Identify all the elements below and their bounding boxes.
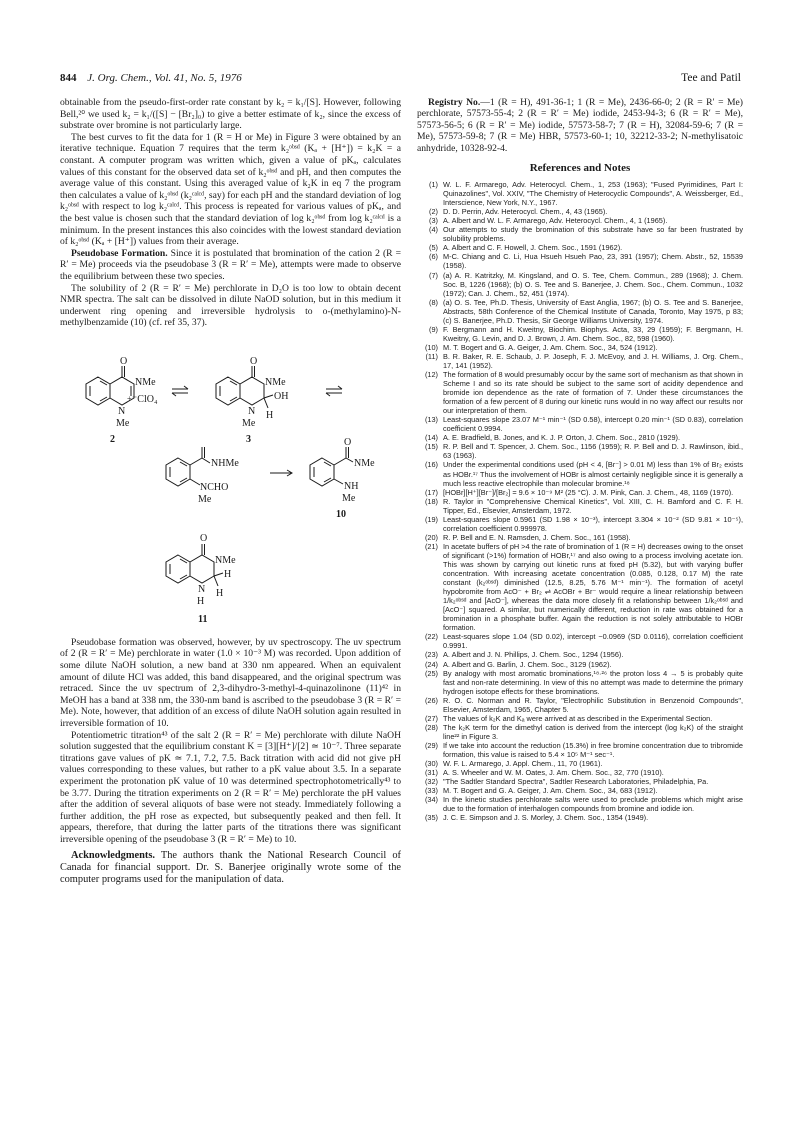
compound-number: 3 — [246, 433, 251, 445]
reference-item — [417, 252, 743, 270]
reference-text: W. L. F. Armarego, Adv. Heterocycl. Chem., 1, 253 (1963); "Fused Pyrimidines, Part I: Quinazolines", Vol. XXIV, "The Chemistry of Heterocyclic Compounds", A. Weissberger, Ed., Interscience, New York, N.Y., 1967. — [443, 180, 743, 208]
reference-number: (21) — [424, 541, 438, 551]
reference-item — [417, 696, 743, 714]
reference-item — [417, 442, 743, 460]
atom-label: Me — [116, 417, 130, 429]
atom-label: OH — [274, 390, 289, 402]
reference-text: Least-squares slope 0.5961 (SD 1.98 × 10⁻³), intercept 3.304 × 10⁻² (SD 9.81 × 10⁻⁵), correlation coefficient 0.999978. — [443, 514, 743, 533]
author-names: Tee and Patil — [681, 72, 741, 84]
atom-label: O — [250, 355, 258, 367]
reference-item — [417, 271, 743, 298]
paragraph: The best curves to fit the data for 1 (R = H or Me) in Figure 3 were obtained by an iterative technique. Equation 7 requires that the term k₂ᵒᵇˢᵈ (Kₐ + [H⁺]) = k₂K = a constant. A computer program was written which, given a value of pKₐ, calculates values of this constant for the observed data set of k₂ᵒᵇˢᵈ and pH, and then computes the average value of this constant. Using this averaged value of k₂K in eq 7 the program then calculates a value of k₂ᵒᵇˢᵈ (k₂ᶜᵃˡᶜᵈ, say) for each pH and the standard deviation of log k₂ᵒᵇˢᵈ with respect to log k₂ᶜᵃˡᶜᵈ. This process is repeated for various values of pKₐ, and the best value is chosen such that the standard deviation of log k₂ᵒᵇˢᵈ from log k₂ᶜᵃˡᶜᵈ is a minimum. In the present instances this also coincides with the lowest standard deviation of k₂ᵒᵇˢᵈ (Kₐ + [H⁺]) values from their average. — [60, 131, 401, 248]
reference-number: (30) — [424, 759, 438, 769]
reference-item — [417, 632, 743, 650]
counterion-label: ⁻ClO₄ — [132, 393, 158, 405]
reference-number: (11) — [425, 351, 438, 361]
reference-text: M. T. Bogert and G. A. Geiger, J. Am. Chem. Soc., 34, 524 (1912). — [443, 342, 658, 352]
reference-text: [HOBr][H⁺][Br⁻]/[Br₂] = 9.6 × 10⁻⁹ M² (25 °C). J. M. Pink, Can. J. Chem., 48, 1169 (1970). — [443, 487, 734, 497]
page-number: 844 — [60, 72, 77, 84]
reference-item — [417, 669, 743, 696]
reference-text: Under the experimental conditions used (pH < 4, [Br⁻] > 0.01 M) less than 1% of Br₂ exists as HOBr.¹⁷ Thus the involvement of HOBr is almost certainly negligible since it is generally a much less reactive electrophile than molecular bromine.¹⁸ — [443, 460, 743, 488]
reference-item — [417, 813, 743, 822]
reference-number: (24) — [424, 659, 438, 669]
pseudobase-paragraph — [60, 248, 401, 283]
atom-label: NH — [344, 480, 359, 492]
reference-item — [417, 343, 743, 352]
reference-number: (10) — [424, 342, 438, 352]
atom-label: Me — [198, 493, 212, 505]
reference-text: W. F. L. Armarego, J. Appl. Chem., 11, 70 (1961). — [443, 759, 603, 769]
reference-text: The k₂K term for the dimethyl cation is derived from the intercept (log k₂K) of the straight line²² in Figure 3. — [443, 722, 743, 741]
reference-number: (27) — [424, 713, 438, 723]
atom-label: H — [224, 568, 232, 580]
reference-number: (4) — [429, 225, 438, 235]
reference-number: (29) — [424, 740, 438, 750]
paragraph: obtainable from the pseudo-first-order rate constant by k₂ = k₁/[S]. However, following Bell,²⁰ we used k₂ = k₁/([S] − [Br₂]₀) to give a better estimate of k₂, since the excess of substrate over bromine is not particularly large. — [60, 97, 401, 132]
reference-number: (14) — [424, 433, 438, 443]
reference-number: (23) — [424, 650, 438, 660]
atom-label: O — [200, 532, 208, 544]
charge-label: + — [127, 393, 132, 403]
atom-label: H — [197, 595, 205, 607]
paragraph: Potentiometric titration⁴³ of the salt 2 (R = R′ = Me) perchlorate with dilute NaOH solution suggested that the equilibrium constant K = [3][H⁺]/[2] ≃ 10⁻⁷. Three separate titrations gave values of pK ≃ 7.1, 7.2, 7.5. Back titration with acid did not give pH values corresponding to these values, but rather to a pK value about 3.5. In a separate experiment the protonation pK value of 10 was determined spectrophotometrically⁴³ to be 3.77. During the titration experiments on 2 (R = R′ = Me) perchlorate the pH values after the addition of several aliquots of base were not steady. Immediately following a further addition, the pH rose as expected, but subsequently peaked and then fell. It appears, therefore, that during the latter parts of the titrations there was significant irreversible opening of the pseudobase 3 (R = R′ = Me) to 10. — [60, 729, 401, 845]
reference-number: (26) — [424, 695, 438, 705]
section-heading: Acknowledgments. — [71, 849, 155, 861]
reference-item — [417, 415, 743, 433]
compound-number: 2 — [110, 433, 115, 445]
atom-label: O — [344, 436, 352, 448]
atom-label: Me — [342, 492, 356, 504]
chemical-structures-scheme — [60, 333, 401, 629]
acknowledgments — [60, 850, 401, 887]
reference-number: (34) — [424, 795, 438, 805]
reference-text: The formation of 8 would presumably occur by the same sort of mechanism as that shown in Scheme I and so its rate should be subject to the same sort of acidity dependence and bromide ion dependence as the rate of formation of 7. Under these circumstances the formation of a few percent of 8 during our kinetic runs would in no way affect our results nor our interpretation of them. — [443, 370, 744, 416]
reference-item — [417, 352, 743, 370]
reference-text: (a) A. R. Katritzky, M. Kingsland, and O. S. Tee, Chem. Commun., 289 (1968); J. Chem. Soc. B, 1226 (1968); (b) O. S. Tee and S. Banerjee, J. Chem. Soc., Chem. Commun., 1032 (1972); Can. J. Chem., 52, 451 (1974). — [443, 270, 743, 298]
reference-text: R. P. Bell and T. Spencer, J. Chem. Soc., 1156 (1959); R. P. Bell and D. J. Rawlinson, ibid., 63 (1963). — [443, 442, 743, 461]
reference-text: (a) O. S. Tee, Ph.D. Thesis, University of East Anglia, 1967; (b) O. S. Tee and S. Banerjee, Abstracts, 58th Conference of the Chemical Institute of Canada, Toronto, May 1975, p 83; (c) S. Banerjee, Ph.D. Thesis, Sir George Williams University, 1974. — [443, 297, 743, 325]
reference-item — [417, 759, 743, 768]
section-heading: Registry No. — [428, 97, 481, 108]
compound-number: 10 — [336, 508, 346, 520]
paragraph-text: Since it is postulated that bromination of the cation 2 (R = R′ = Me) proceeds via the pseudobase 3 (R = R′ = Me), attempts were made to observe the equilibrium between these two species. — [60, 247, 402, 282]
reference-item — [417, 723, 743, 741]
atom-label: O — [120, 355, 128, 367]
reference-text: Least-squares slope 23.07 M⁻¹ min⁻¹ (SD 0.58), intercept 0.20 min⁻¹ (SD 0.83), correlation coefficient 0.9994. — [443, 415, 743, 434]
reference-number: (9) — [429, 324, 438, 334]
atom-label: H — [216, 587, 224, 599]
reference-text: A. S. Wheeler and W. M. Oates, J. Am. Chem. Soc., 32, 770 (1910). — [443, 768, 664, 778]
atom-label: Me — [242, 417, 256, 429]
reference-item — [417, 460, 743, 487]
reference-item — [417, 542, 743, 632]
reference-number: (22) — [424, 632, 438, 642]
paragraph-text: —1 (R = H), 491-36-1; 1 (R = Me), 2436-66-0; 2 (R = R′ = Me) perchlorate, 57573-55-4; 2 (R = R′ = Me) iodide, 2453-94-3; 6 (R = R′ = Me), 57573-56-5; 6 (R = R′ = Me) iodide, 57573-58-7; 7 (R = H), 32084-59-6; 7 (R = Me), 57573-59-8; 7 (R = Me) HBR, 57573-60-1; 10, 32212-33-2; N-methylisatoic anhydride, 10328-92-4. — [417, 97, 743, 154]
reference-number: (1) — [429, 180, 438, 190]
reference-item — [417, 777, 743, 786]
reference-item — [417, 216, 743, 225]
reference-item — [417, 497, 743, 515]
compound-number: 11 — [198, 613, 208, 625]
reference-number: (5) — [429, 243, 438, 253]
reference-text: D. D. Perrin, Adv. Heterocycl. Chem., 4, 43 (1965). — [443, 207, 608, 217]
reference-item — [417, 660, 743, 669]
atom-label: N — [118, 405, 126, 417]
reference-number: (35) — [424, 813, 438, 823]
reference-number: (20) — [424, 532, 438, 542]
reference-text: A. Albert and G. Barlin, J. Chem. Soc., 3129 (1962). — [443, 659, 612, 669]
reference-text: M-C. Chiang and C. Li, Hua Hsueh Hsueh Pao, 23, 391 (1957); Chem. Abstr., 52, 15539 (1958). — [443, 252, 743, 271]
atom-label: NHMe — [211, 457, 239, 469]
atom-label: H — [266, 409, 274, 421]
references-heading: References and Notes — [529, 162, 631, 175]
section-heading: Pseudobase Formation. — [71, 247, 168, 259]
atom-label: NMe — [354, 457, 375, 469]
right-column — [417, 97, 743, 822]
paragraph: The solubility of 2 (R = R′ = Me) perchlorate in D₂O is too low to obtain decent NMR spectra. The salt can be dissolved in dilute NaOD solution, but in this medium it underwent ring opening and irreversible hydrolysis to o-(methylamino)-N-methylbenzamide (10) (cf. ref 35, 37). — [60, 282, 401, 329]
reference-number: (13) — [424, 415, 438, 425]
atom-label: NMe — [265, 376, 286, 388]
reference-text: In the kinetic studies perchlorate salts were used to preclude problems which might arise due to the formation of interhalogen compounds from bromine and iodide ion. — [443, 795, 743, 814]
reference-item — [417, 433, 743, 442]
reference-item — [417, 325, 743, 343]
reference-text: "The Sadtler Standard Spectra", Sadtler Research Laboratories, Philadelphia, Pa. — [443, 777, 709, 787]
atom-label: N — [198, 583, 206, 595]
reference-number: (18) — [424, 496, 438, 506]
reference-number: (19) — [424, 514, 438, 524]
reference-text: If we take into account the reduction (15.3%) in free bromine concentration due to tribromide formation, this value is raised to 5.4 × 10⁵ M⁻¹ sec⁻¹. — [443, 740, 743, 759]
reference-item — [417, 741, 743, 759]
reference-number: (31) — [424, 768, 438, 778]
reference-number: (7) — [429, 270, 438, 280]
registry-numbers — [417, 97, 743, 154]
reference-text: B. R. Baker, R. E. Schaub, J. P. Joseph, F. J. McEvoy, and J. H. Williams, J. Org. Chem., 17, 141 (1952). — [443, 351, 743, 370]
reference-item — [417, 225, 743, 243]
reference-number: (16) — [424, 460, 438, 470]
reference-item — [417, 243, 743, 252]
reference-number: (32) — [424, 777, 438, 787]
reference-item — [417, 180, 743, 207]
atom-label: N — [248, 405, 256, 417]
reference-item — [417, 488, 743, 497]
reference-item — [417, 650, 743, 659]
reference-item — [417, 768, 743, 777]
reference-text: R. P. Bell and E. N. Ramsden, J. Chem. Soc., 161 (1958). — [443, 532, 631, 542]
reference-text: F. Bergmann and H. Kweitny, Biochim. Biophys. Acta, 33, 29 (1959); F. Bergmann, H. Kweitny, G. Levin, and D. J. Brown, J. Am. Chem. Soc., 82, 598 (1960). — [443, 324, 743, 343]
reference-text: By analogy with most aromatic brominations,¹⁸·²⁶ the proton loss 4 → 5 is probably quite fast and non-rate determining. In view of this no attempt was made to determine the primary hydrogen isotope effects for these brominations. — [443, 668, 743, 696]
running-header — [60, 72, 741, 86]
reference-text: In acetate buffers of pH >4 the rate of bromination of 1 (R = H) decreases owing to the onset of significant (>1%) formation of HOBr,¹⁷ and also owing to a process involving acetate ion. This was shown by carrying out kinetic runs at fixed pH (5.32), but with varying buffer concentration. With increasing acetate concentration (0.085, 0.128, 0.17 M) the rate constant (k₂ᵒᵇˢᵈ) diminished (12.5, 8.25, 5.76 M⁻¹ min⁻¹). The formation of acetyl hypobromite from AcO⁻ + Br₂ ⇌ AcOBr + Br⁻ would require a linear relationship between 1/k₂ᵒᵇˢᵈ and [AcO⁻], whereas the data more closely fit a relationship between 1/k₂ᵒᵇˢᵈ and [AcO⁻] squared. A similar, but numerically different, reduction in rate was obtained for a bromination in a phosphate buffer. Again the reduction is not solely attributable to HOBr formation. — [443, 541, 743, 633]
reference-number: (6) — [429, 252, 438, 262]
reference-number: (28) — [424, 722, 438, 732]
reference-text: A. E. Bradfield, B. Jones, and K. J. P. Orton, J. Chem. Soc., 2810 (1929). — [443, 433, 681, 443]
left-column — [60, 97, 401, 887]
reference-item — [417, 786, 743, 795]
reference-number: (17) — [424, 487, 438, 497]
paragraph: Pseudobase formation was observed, however, by uv spectroscopy. The uv spectrum of 2 (R = R′ = Me) perchlorate in water (1.0 × 10⁻³ M) was recorded. Upon addition of some dilute NaOH solution, a new band at 330 nm appeared. When an equivalent amount of dilute HCl was added, this band disappeared, and the original spectrum was retraced. Since the uv spectrum of 2,3-dihydro-3-methyl-4-quinazolinone (11)⁴² in MeOH has a band at 338 nm, the 330-nm band is ascribed to the pseudobase 3 (R = R′ = Me). Note, however, that addition of an excess of dilute NaOH solution again resulted in irreversible formation of 10. — [60, 636, 401, 730]
reference-text: A. Albert and C. F. Howell, J. Chem. Soc., 1591 (1962). — [443, 243, 623, 253]
reference-number: (15) — [424, 442, 438, 452]
reference-number: (3) — [429, 216, 438, 226]
reference-text: Our attempts to study the bromination of this substrate have so far been frustrated by solubility problems. — [443, 225, 743, 244]
reference-number: (2) — [429, 207, 438, 217]
reference-text: Least-squares slope 1.04 (SD 0.02), intercept −0.0969 (SD 0.0116), correlation coefficient 0.9991. — [443, 632, 743, 651]
paragraph-text: The authors thank the National Research Council of Canada for financial support. Dr. S. Banerjee originally wrote some of the computer programs used for the manipulation of data. — [60, 849, 401, 886]
reference-number: (25) — [424, 668, 438, 678]
journal-citation: J. Org. Chem., Vol. 41, No. 5, 1976 — [87, 72, 242, 84]
reference-text: A. Albert and W. L. F. Armarego, Adv. Heterocycl. Chem., 4, 1 (1965). — [443, 216, 668, 226]
reference-text: A. Albert and J. N. Phillips, J. Chem. Soc., 1294 (1956). — [443, 650, 624, 660]
reference-text: R. O. C. Norman and R. Taylor, "Electrophilic Substitution in Benzenoid Compounds", Elsevier, Amsterdam, 1965, Chapter 5. — [443, 695, 743, 714]
reference-number: (8) — [429, 297, 438, 307]
reference-item — [417, 370, 743, 415]
reference-text: M. T. Bogert and G. A. Geiger, J. Am. Chem. Soc., 34, 683 (1912). — [443, 786, 658, 796]
reference-item — [417, 714, 743, 723]
reference-item — [417, 795, 743, 813]
reference-item — [417, 515, 743, 533]
reference-number: (33) — [424, 786, 438, 796]
atom-label: NMe — [135, 376, 156, 388]
reference-text: The values of k₂K and Kₐ were arrived at as described in the Experimental Section. — [443, 713, 713, 723]
reference-text: R. Taylor in "Comprehensive Chemical Kinetics", Vol. XIII, C. H. Bamford and C. F. H. Tipper, Ed., Elsevier, Amsterdam, 1972. — [443, 496, 743, 515]
atom-label: NCHO — [200, 481, 229, 493]
reference-item — [417, 533, 743, 542]
reference-number: (12) — [424, 370, 438, 380]
reference-list — [417, 180, 743, 822]
atom-label: NMe — [215, 554, 236, 566]
reference-text: J. C. E. Simpson and J. S. Morley, J. Chem. Soc., 1354 (1949). — [443, 813, 649, 823]
reference-item — [417, 207, 743, 216]
reference-item — [417, 298, 743, 325]
